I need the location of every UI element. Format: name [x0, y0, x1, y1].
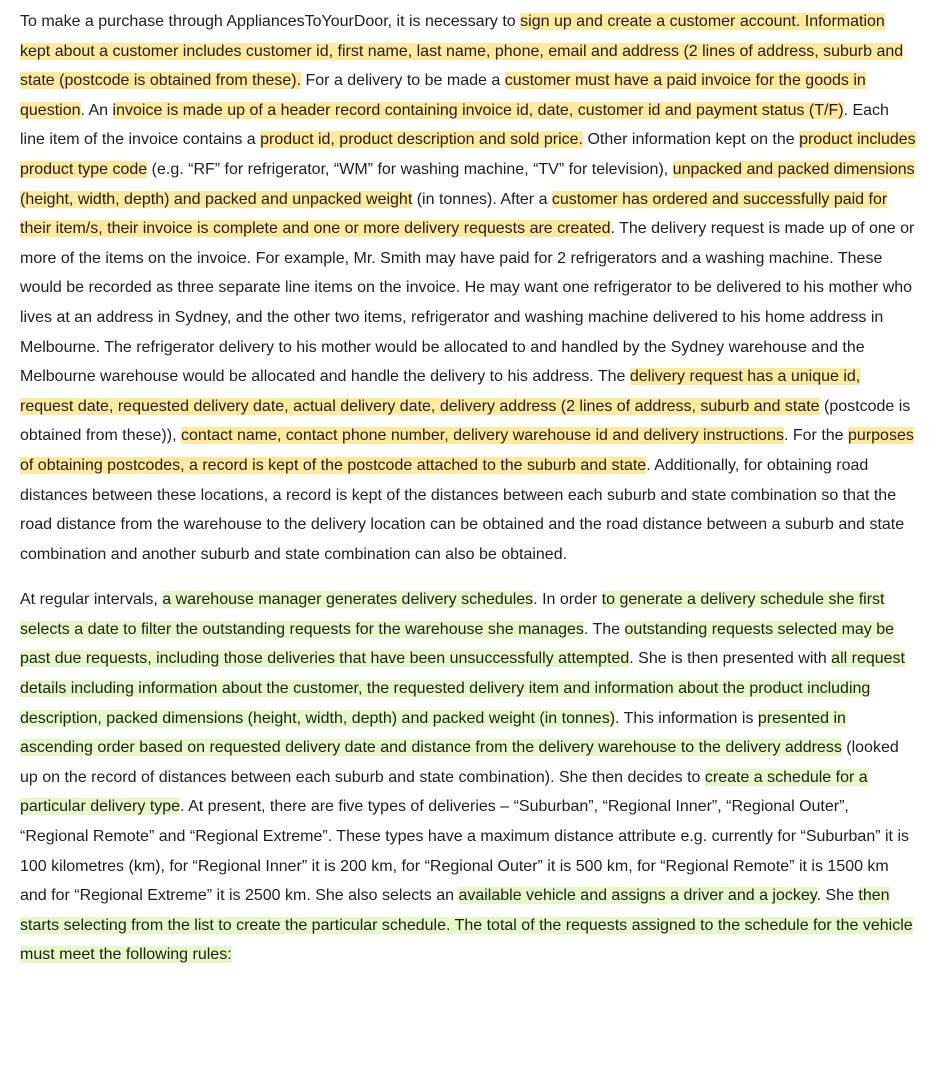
body-text-run: To make a purchase through AppliancesToYourDoor, it is necessary to [20, 13, 521, 30]
body-text-run: . In order [533, 591, 602, 609]
highlighted-text-green: create a schedule for a particular delivery type [20, 768, 868, 816]
highlighted-text-green: available vehicle and assigns a driver and a jockey [458, 887, 817, 905]
highlighted-text-yellow: product includes product type code [20, 131, 916, 178]
highlighted-text-green: to generate a delivery schedule she first selects a date to filter the outstanding requests for the warehouse she manages [20, 591, 885, 638]
highlighted-text-green: . The total of the requests assigned to the schedule for the vehicle must meet the following rules: [20, 916, 913, 964]
body-text-run: . The delivery request is made up of one or more of the items on the invoice. For example, Mr. Smith may have paid for 2 refrigerators and a washing machine. These would be recorded as three separate line items on the invoice. He may want one refrigerator to be delivered to his mother who lives at an address in Sydney, and the other two items, refrigerator and washing machine delivered to his home address in Melbourne. The refrigerator delivery to his mother would be allocated to and handled by the Sydney warehouse and the Melbourne warehouse would be allocated and handle the delivery to his address. The [20, 220, 915, 386]
body-text-run: . She is then presented with [629, 650, 832, 668]
body-text-run: . At present, there are five types of deliveries – “Suburban”, “Regional Inner”, “Regional Outer”, “Regional Remote” and “Regional Extreme”. These types have a maximum distance attribute e.g. currently for “Suburban” it is 100 kilometres (km), for “Regional Inner” it is 200 km, for “Regional Outer” it is 500 km, for “Regional Remote” it is 1500 km and for “Regional Extreme” it is 2500 km. She also selects an [20, 798, 909, 905]
body-text-run: Other information kept on the [583, 131, 800, 149]
body-text-run: . The [583, 620, 625, 638]
highlighted-text-green: presented in ascending order based on requested delivery date and distance from the delivery warehouse to the delivery address [20, 709, 846, 757]
paragraph-delivery-schedules [20, 585, 916, 970]
highlighted-text-yellow: invoice is made up of a header record containing invoice id, date, customer id and payment status (T/F) [112, 101, 844, 119]
body-text-run: (in tonnes). After a [412, 190, 552, 208]
highlighted-text-yellow: purposes of obtaining postcodes, a record is kept of the postcode attached to the suburb and state [20, 427, 914, 474]
highlighted-text-yellow: customer must have a paid invoice for the goods in question [20, 72, 866, 119]
body-text-run: (postcode is obtained from these)), [20, 397, 911, 445]
body-text-run: . This information is [615, 709, 758, 727]
highlighted-text-green: outstanding requests selected may be past due requests, including those deliveries that have been unsuccessfully attempted [20, 620, 895, 668]
highlighted-text-yellow: sign up and create a customer account. Information kept about a customer includes customer id, first name, last name, phone, email and address (2 lines of address, suburb and state (postcode is obtained from these). [20, 13, 904, 90]
body-text-run: . Each line item of the invoice contains a [20, 101, 889, 149]
paragraph-customer-and-delivery-requests [20, 7, 916, 569]
highlighted-text-green: a warehouse manager generates delivery schedules [162, 591, 534, 609]
highlighted-text-yellow: contact name, contact phone number, delivery warehouse id and delivery instructions [180, 427, 784, 445]
highlighted-text-yellow: customer has ordered and successfully paid for their item/s, their invoice is complete and one or more delivery requests are created [20, 190, 888, 238]
body-text-run: For a delivery to be made a [301, 72, 505, 90]
highlighted-text-yellow: unpacked and packed dimensions (height, width, depth) and packed and unpacked weight [20, 160, 915, 208]
body-text-run: . An [80, 101, 113, 119]
highlighted-text-green: all request details including information about the customer, the requested delivery item and information about the product including description, packed dimensions (height, width, depth) and packed weight (in tonnes) [20, 650, 905, 727]
body-text-run: . Additionally, for obtaining road distances between these locations, a record is kept of the distances between each suburb and state combination so that the road distance from the warehouse to the delivery location can be obtained and the road distance between a suburb and state combination and another suburb and state combination can also be obtained. [20, 456, 905, 563]
highlighted-text-yellow: product id, product description and sold price. [260, 131, 583, 149]
body-text-run: (looked up on the record of distances between each suburb and state combination). She then decides to [20, 739, 899, 786]
body-text-run: . She [816, 887, 859, 905]
body-text-run: (e.g. “RF” for refrigerator, “WM” for washing machine, “TV” for television), [147, 160, 673, 178]
highlighted-text-green: then starts selecting from the list to create the particular schedule [20, 887, 890, 934]
body-text-run: At regular intervals, [20, 591, 163, 609]
body-text-run: . For the [783, 427, 849, 445]
highlighted-text-yellow: delivery request has a unique id, request date, requested delivery date, actual delivery date, delivery address (2 lines of address, suburb and state [20, 368, 861, 415]
